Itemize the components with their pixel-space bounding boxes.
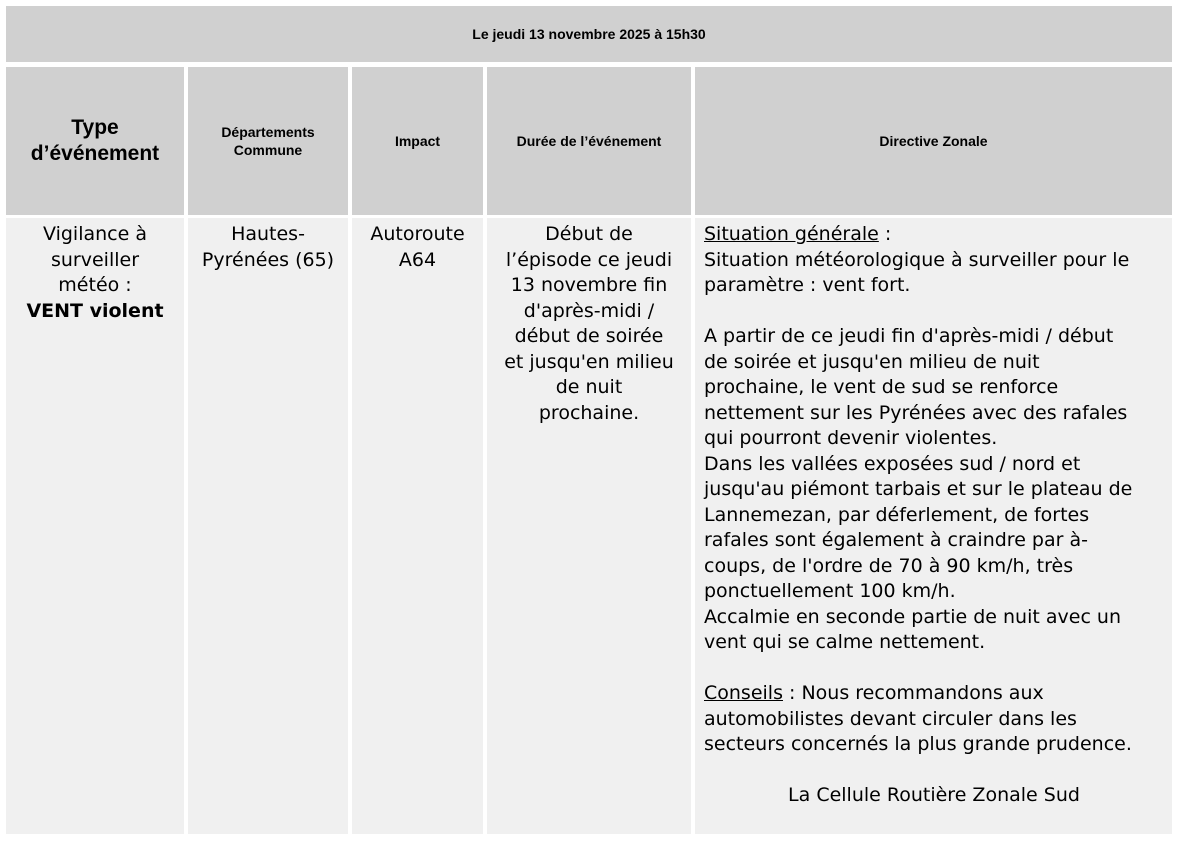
signature: La Cellule Routière Zonale Sud xyxy=(788,784,1080,806)
para2-line-12: Accalmie en seconde partie de nuit avec un xyxy=(704,605,1122,628)
header-type xyxy=(6,67,184,215)
duree-line-2: l’épisode ce jeudi xyxy=(505,248,673,271)
para2-line-3: prochaine, le vent de sud se renforce xyxy=(704,376,1059,398)
title-text: Le jeudi 13 novembre 2025 à 15h30 xyxy=(472,26,706,42)
para2-line-13: vent qui se calme nettement. xyxy=(704,631,986,653)
header-type-line-2: d’événement xyxy=(30,142,160,165)
para2-line-7: jusqu'au piémont tarbais et sur le plateau de xyxy=(704,478,1133,500)
header-impact xyxy=(352,67,483,215)
conseils-line-2: automobilistes devant circuler dans les xyxy=(704,707,1077,730)
header-departements xyxy=(188,67,348,215)
para2-line-8: Lannemezan, par déferlement, de fortes xyxy=(704,503,1090,526)
para2-line-1: A partir de ce jeudi fin d'après-midi / début xyxy=(704,325,1114,347)
cell-duree xyxy=(487,218,691,834)
departement-line-2: Pyrénées (65) xyxy=(201,248,335,271)
para1-line-2: paramètre : vent fort. xyxy=(704,274,911,296)
type-bold: VENT violent xyxy=(26,299,164,322)
cell-type xyxy=(6,218,184,834)
duree-line-4: d'après-midi / xyxy=(523,299,655,322)
duree-line-6: et jusqu'en milieu xyxy=(504,350,674,373)
type-line-1: Vigilance à xyxy=(43,223,147,245)
cell-directive xyxy=(695,218,1172,834)
paragraph-gap xyxy=(704,656,1164,682)
para2-line-5: qui pourront devenir violentes. xyxy=(704,427,998,449)
situation-heading xyxy=(704,222,1164,248)
para2-line-4: nettement sur les Pyrénées avec des rafales xyxy=(704,401,1128,424)
header-departements-line-2: Commune xyxy=(233,142,303,158)
cell-impact xyxy=(352,218,483,834)
duree-line-5: début de soirée xyxy=(514,325,664,347)
para2-line-9: rafales sont également à craindre par à- xyxy=(704,529,1088,551)
table-title xyxy=(6,6,1172,62)
paragraph-gap xyxy=(704,299,1164,325)
duree-line-3: 13 novembre fin xyxy=(510,274,668,296)
type-line-2: surveiller xyxy=(50,248,140,271)
para2-line-11: ponctuellement 100 km/h. xyxy=(704,580,956,602)
conseils-line-3: secteurs concernés la plus grande prudence. xyxy=(704,733,1132,755)
conseils-label: Conseils xyxy=(704,682,783,704)
departement-line-1: Hautes- xyxy=(231,223,305,245)
paragraph-gap xyxy=(704,758,1164,784)
header-directive xyxy=(695,67,1172,215)
header-duree-text: Durée de l’événement xyxy=(516,133,662,149)
para2-line-6: Dans les vallées exposées sud / nord et xyxy=(704,452,1081,475)
header-duree xyxy=(487,67,691,215)
header-departements-line-1: Départements xyxy=(221,124,315,140)
para2-line-10: coups, de l'ordre de 70 à 90 km/h, très xyxy=(704,554,1074,577)
conseils-first: : Nous recommandons aux xyxy=(782,682,1044,704)
duree-line-7: de nuit xyxy=(555,376,623,398)
type-line-3: météo : xyxy=(58,274,132,296)
header-impact-text: Impact xyxy=(394,133,441,149)
situation-suffix: : xyxy=(878,223,892,245)
impact-line-1: Autoroute xyxy=(370,223,465,245)
para2-line-2: de soirée et jusqu'en milieu de nuit xyxy=(704,350,1040,373)
cell-departement xyxy=(188,218,348,834)
header-type-line-1: Type xyxy=(71,116,119,139)
impact-line-2: A64 xyxy=(398,248,437,271)
situation-label: Situation générale xyxy=(704,223,879,245)
conseils-heading xyxy=(704,681,1164,707)
duree-line-1: Début de xyxy=(545,223,633,245)
header-directive-text: Directive Zonale xyxy=(879,133,988,149)
duree-line-8: prochaine. xyxy=(538,401,640,424)
para1-line-1: Situation météorologique à surveiller pour le xyxy=(704,248,1130,271)
